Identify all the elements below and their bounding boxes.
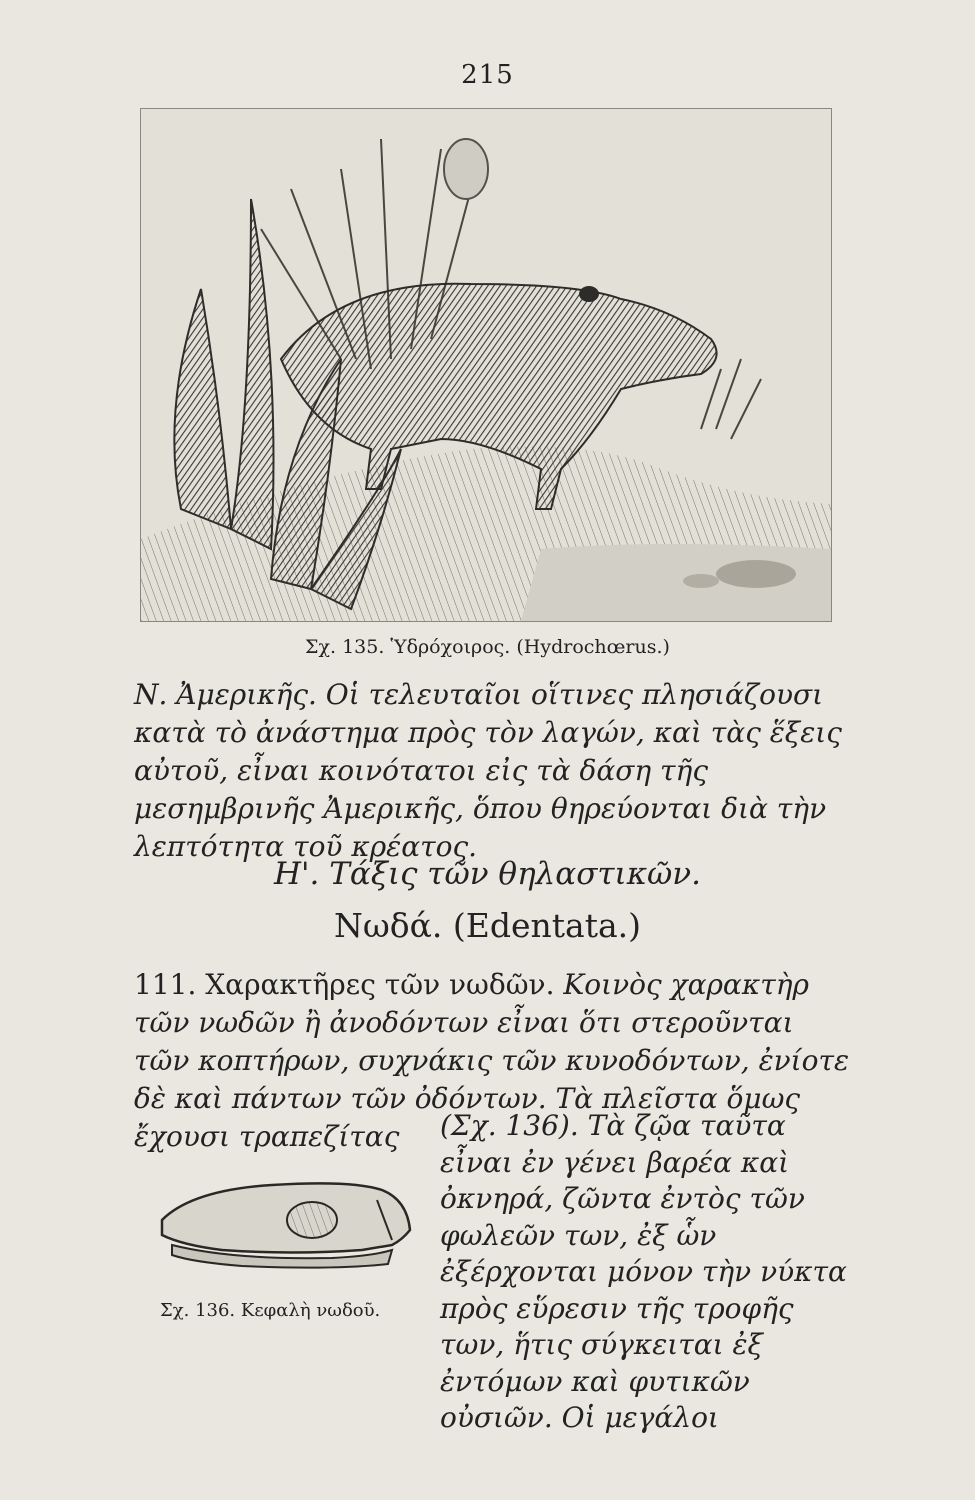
paragraph-habits: (Σχ. 136). Τὰ ζῷα ταῦτα εἶναι ἐν γένει βαρέα καὶ ὀκνηρά, ζῶντα ἐντὸς τῶν φωλεῶν των, ἐξ ὧν ἐξέρχονται μόνον τὴν νύκτα πρὸς εὕρεσιν τῆς τροφῆς των, ἥτις σύγκειται ἐξ ἐντόμων καὶ φυτικῶν οὐσιῶν. Οἱ μεγάλοι xyxy=(440,1109,847,1434)
section-title: Η'. Τάξις τῶν θηλαστικῶν. xyxy=(273,856,702,892)
section-subtitle: Νωδά. (Edentata.) xyxy=(333,906,642,945)
capybara-engraving xyxy=(140,108,832,622)
paragraph-hydrochoerus: Ν. Ἀμερικῆς. Οἱ τελευταῖοι οἵτινες πλησιάζουσι κατὰ τὸ ἀνάστημα πρὸς τὸν λαγών, καὶ τὰς ἕξεις αὐτοῦ, εἶναι κοινότατοι εἰς τὰ δάση τῆς μεσημβρινῆς Ἀμερικῆς, ὅπου θηρεύονται διὰ τὴν λεπτότητα τοῦ κρέατος. xyxy=(134,678,842,863)
paragraph-lead: 111. Χαρακτῆρες τῶν νωδῶν. xyxy=(134,968,555,1001)
edentate-skull-engraving xyxy=(152,1160,422,1290)
page-number: 215 xyxy=(461,60,514,90)
figure-136-caption: Σχ. 136. Κεφαλὴ νωδοῦ. xyxy=(160,1300,381,1321)
figure-135-caption: Σχ. 135. Ὑδρόχοιρος. (Hydrochœrus.) xyxy=(305,636,670,658)
paragraph-body: Κοινὸς χαρακτὴρ τῶν νωδῶν ἢ ἀνοδόντων εἶναι ὅτι στεροῦνται τῶν κοπτήρων, συχνάκις τῶν κυνοδόντων, ἐνίοτε δὲ καὶ πάντων τῶν ὀδόντων. Τὰ πλεῖστα ὅμως ἔχουσι τραπεζίτας xyxy=(134,968,849,1153)
